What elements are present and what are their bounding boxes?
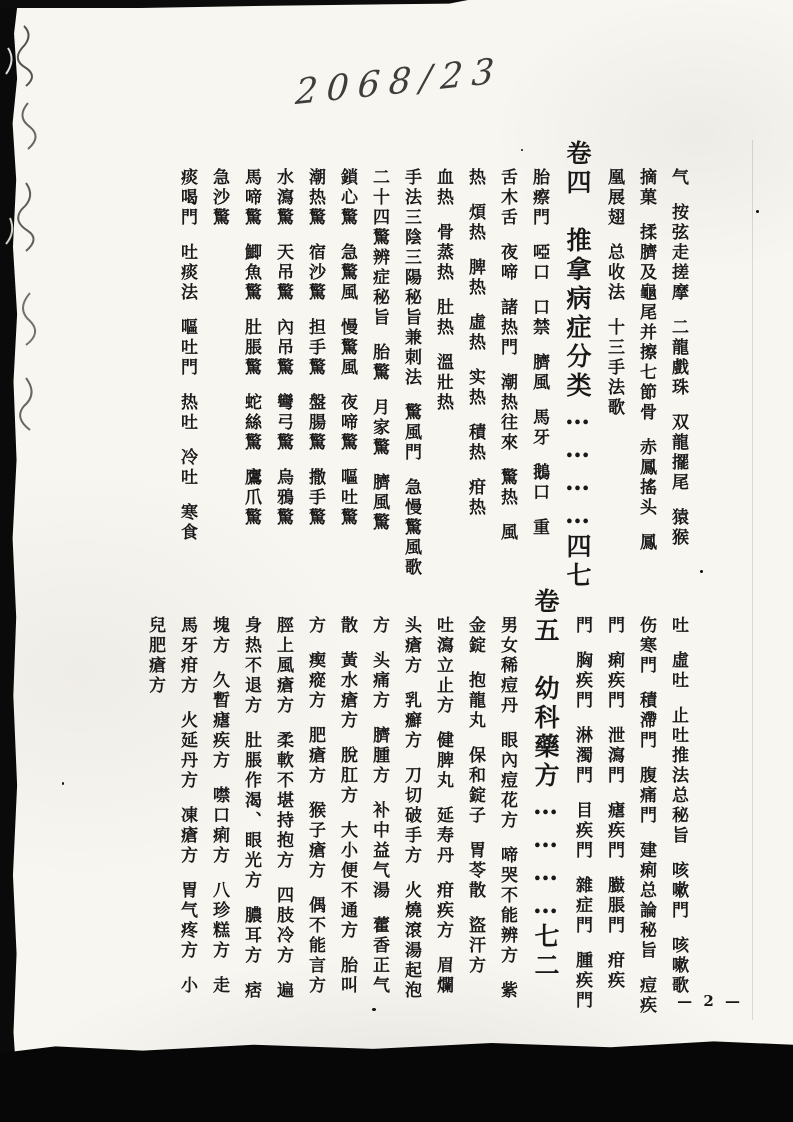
- toc-entry: 保和錠子: [465, 746, 485, 826]
- toc-entry: 疳热: [465, 478, 485, 518]
- toc-entry: 夜啼: [497, 243, 517, 283]
- toc-entry: 身热不退方: [241, 616, 261, 716]
- toc-entry: 伤寒門: [636, 616, 656, 676]
- toc-entry: 肚脹驚: [241, 318, 261, 378]
- toc-entry: 乳癬方: [401, 691, 421, 751]
- toc-entry: 肚脹作渴、眼光方: [241, 731, 261, 891]
- toc-entry: 痘疾: [636, 976, 656, 1016]
- toc-entry: 大小便不通方: [337, 821, 357, 941]
- toc-entry: 啼哭不能辨方: [497, 846, 517, 966]
- toc-entry: 鷹爪驚: [241, 468, 261, 528]
- toc-entry: 建痢总論秘旨: [636, 841, 656, 961]
- toc-entry: 抱龍丸: [465, 671, 485, 731]
- toc-entry: 瘈瘲方: [305, 651, 325, 711]
- volume-title: 卷四 推拿病症分类…………四七: [563, 140, 592, 591]
- toc-entry: 痢疾門: [604, 651, 624, 711]
- toc-entry: 遍: [273, 981, 293, 1001]
- toc-entry: 彎弓驚: [273, 393, 293, 453]
- toc-column: [146, 616, 163, 1014]
- toc-column: [605, 616, 622, 1014]
- toc-column: [466, 616, 483, 1014]
- toc-entry: 紫: [497, 981, 517, 1001]
- toc-entry: 嘔吐驚: [337, 468, 357, 528]
- toc-entry: 止吐推法总秘旨: [668, 706, 688, 846]
- toc-entry: 淋濁門: [572, 726, 592, 786]
- toc-entry: 吐: [668, 616, 688, 636]
- toc-entry: 偶不能言方: [305, 896, 325, 996]
- ink-speck: [756, 210, 759, 213]
- page-fold-line: [752, 140, 753, 1020]
- toc-entry: 十三手法歌: [604, 318, 624, 418]
- toc-column: [370, 168, 387, 562]
- toc-entry: 胸疾門: [572, 651, 592, 711]
- toc-entry: 方: [305, 616, 325, 636]
- toc-entry: 門: [572, 616, 592, 636]
- toc-column: [178, 616, 195, 1014]
- toc-entry: 补中益气湯: [369, 801, 389, 901]
- toc-entry: 泄瀉門: [604, 726, 624, 786]
- toc-entry: 急驚風: [337, 243, 357, 303]
- toc-entry: 实热: [465, 368, 485, 408]
- toc-entry: 盜汗方: [465, 916, 485, 976]
- volume-title: 卷五 幼科藥方…………七二: [531, 588, 560, 981]
- toc-entry: 眼內痘花方: [497, 731, 517, 831]
- toc-entry: 走: [209, 976, 229, 996]
- toc-entry: 男女稀痘丹: [497, 616, 517, 716]
- toc-column: [434, 168, 451, 562]
- toc-entry: 凍瘡方: [177, 806, 197, 866]
- toc-entry: 慢驚風: [337, 318, 357, 378]
- toc-entry: 急沙驚: [209, 168, 229, 228]
- toc-entry: 揉臍及龜尾并擦七節骨: [636, 223, 656, 423]
- toc-entry: 虛热: [465, 313, 485, 353]
- toc-entry: 夜啼驚: [337, 393, 357, 453]
- toc-entry: 痰喝門: [177, 168, 197, 228]
- toc-entry: 嘔吐門: [177, 318, 197, 378]
- toc-entry: 气: [668, 168, 688, 188]
- toc-entry: 脫肛方: [337, 746, 357, 806]
- toc-column: [210, 616, 227, 1014]
- toc-entry: 胃苓散: [465, 841, 485, 901]
- toc-entry: 宿沙驚: [305, 243, 325, 303]
- ink-speck: [62, 782, 64, 785]
- toc-column: [306, 616, 323, 1014]
- toc-entry: 黃水瘡方: [337, 651, 357, 731]
- toc-entry: 舌木舌: [497, 168, 517, 228]
- toc-entry: 膿耳方: [241, 906, 261, 966]
- toc-entry: 凰展翅: [604, 168, 624, 228]
- toc-column: [402, 616, 419, 1014]
- toc-entry: 目疾門: [572, 801, 592, 861]
- toc-column: [669, 616, 686, 1014]
- toc-column: [498, 616, 515, 1014]
- toc-entry: 柔軟不堪持抱方: [273, 731, 293, 871]
- toc-entry: 二十四驚辨症秘旨: [369, 168, 389, 328]
- page-number: — 2 —: [677, 992, 743, 1010]
- toc-entry: 咳嗽歌: [668, 936, 688, 996]
- toc-entry: 头痛方: [369, 651, 389, 711]
- toc-column: [338, 616, 355, 1014]
- toc-column: [434, 616, 451, 1014]
- handwritten-annotation: 2068/23: [294, 50, 505, 114]
- toc-entry: 眉爛: [433, 956, 453, 996]
- toc-entry: 健脾丸: [433, 731, 453, 791]
- toc-entry: 塊方: [209, 616, 229, 656]
- toc-column: [573, 616, 590, 1014]
- toc-entry: 火延丹方: [177, 711, 197, 791]
- toc-entry: 疳疾方: [433, 881, 453, 941]
- toc-entry: 馬啼驚: [241, 168, 261, 228]
- toc-entry: 瘧疾門: [604, 801, 624, 861]
- volume5-contents-register: [131, 588, 688, 1016]
- toc-entry: 潮热往來: [497, 373, 517, 453]
- toc-column: [178, 168, 195, 562]
- toc-entry: 久暫瘧疾方: [209, 671, 229, 771]
- toc-entry: 兒肥瘡方: [145, 616, 165, 696]
- toc-entry: 冷吐: [177, 448, 197, 488]
- toc-column: [242, 168, 259, 562]
- toc-entry: 方: [369, 616, 389, 636]
- toc-entry: 溫壯热: [433, 353, 453, 413]
- toc-entry: 胎驚: [369, 343, 389, 383]
- toc-entry: 臌脹門: [604, 876, 624, 936]
- toc-entry: 烏鴉驚: [273, 468, 293, 528]
- toc-entry: 热吐: [177, 393, 197, 433]
- toc-entry: 馬牙: [529, 408, 549, 448]
- toc-entry: 天吊驚: [273, 243, 293, 303]
- toc-column: [306, 168, 323, 562]
- toc-entry: 門: [604, 616, 624, 636]
- toc-entry: 刀切破手方: [401, 766, 421, 866]
- toc-entry: 赤鳳搖头: [636, 438, 656, 518]
- toc-entry: 積热: [465, 423, 485, 463]
- toc-entry: 热: [465, 168, 485, 188]
- toc-entry: 猿猴: [668, 508, 688, 548]
- toc-entry: 潮热驚: [305, 168, 325, 228]
- toc-entry: 撒手驚: [305, 468, 325, 528]
- toc-entry: 摘菓: [636, 168, 656, 208]
- toc-column: [498, 168, 515, 562]
- toc-column: [274, 616, 291, 1014]
- scan-edge-top-artifact: [0, 0, 468, 8]
- toc-entry: 風: [497, 523, 517, 543]
- ink-speck: [372, 1008, 376, 1011]
- toc-entry: 脛上風瘡方: [273, 616, 293, 716]
- toc-entry: 驚風門: [401, 403, 421, 463]
- toc-entry: 疳疾: [604, 951, 624, 991]
- toc-entry: 猴子瘡方: [305, 801, 325, 881]
- toc-entry: 鯽魚驚: [241, 243, 261, 303]
- toc-entry: 腫疾門: [572, 951, 592, 1011]
- toc-entry: 腹痛門: [636, 766, 656, 826]
- toc-entry: 臍風: [529, 353, 549, 393]
- toc-entry: 水瀉驚: [273, 168, 293, 228]
- toc-entry: 積滯門: [636, 691, 656, 751]
- toc-entry: 虛吐: [668, 651, 688, 691]
- toc-entry: 痞: [241, 981, 261, 1001]
- toc-entry: 脾热: [465, 258, 485, 298]
- toc-entry: 小: [177, 976, 197, 996]
- toc-entry: 担手驚: [305, 318, 325, 378]
- toc-entry: 吐瀉立止方: [433, 616, 453, 716]
- scan-edge-bottom-artifact: [0, 1038, 793, 1122]
- toc-entry: 盤腸驚: [305, 393, 325, 453]
- toc-entry: 胃气疼方: [177, 881, 197, 961]
- toc-entry: 肚热: [433, 298, 453, 338]
- toc-entry: 口禁: [529, 298, 549, 338]
- toc-entry: 总收法: [604, 243, 624, 303]
- toc-column: [274, 168, 291, 562]
- toc-entry: 鎖心驚: [337, 168, 357, 228]
- toc-entry: 胎瘵門: [529, 168, 549, 228]
- toc-entry: 咳嗽門: [668, 861, 688, 921]
- toc-column: [637, 616, 654, 1014]
- toc-entry: 鵝口: [529, 463, 549, 503]
- toc-entry: 手法三陰三陽秘旨兼刺法: [401, 168, 421, 388]
- toc-entry: 血热: [433, 168, 453, 208]
- ink-speck: [521, 149, 523, 151]
- volume-title-column: [563, 140, 592, 591]
- toc-entry: 雜症門: [572, 876, 592, 936]
- toc-entry: 月家驚: [369, 398, 389, 458]
- toc-entry: 藿香正气: [369, 916, 389, 996]
- toc-entry: 吐痰法: [177, 243, 197, 303]
- toc-entry: 煩热: [465, 203, 485, 243]
- toc-entry: 臍腫方: [369, 726, 389, 786]
- toc-entry: 急慢驚風歌: [401, 478, 421, 578]
- toc-entry: 八珍糕方: [209, 881, 229, 961]
- toc-entry: 四肢冷方: [273, 886, 293, 966]
- toc-entry: 火燒滾湯起泡: [401, 881, 421, 1001]
- toc-entry: 双龍擺尾: [668, 413, 688, 493]
- margin-pen-scribbles: [2, 8, 52, 448]
- toc-entry: 噤口痢方: [209, 786, 229, 866]
- toc-column: [605, 168, 622, 562]
- toc-entry: 馬牙疳方: [177, 616, 197, 696]
- toc-entry: 驚热: [497, 468, 517, 508]
- toc-entry: 骨蒸热: [433, 223, 453, 283]
- toc-entry: 臍風驚: [369, 473, 389, 533]
- toc-column: [401, 168, 421, 578]
- toc-column: [338, 168, 355, 562]
- ink-speck: [700, 570, 703, 573]
- toc-entry: 內吊驚: [273, 318, 293, 378]
- toc-entry: 头瘡方: [401, 616, 421, 676]
- toc-entry: 二龍戲珠: [668, 318, 688, 398]
- toc-column: [242, 616, 259, 1014]
- toc-column: [370, 616, 387, 1014]
- toc-column: [210, 168, 227, 562]
- toc-entry: 啞口: [529, 243, 549, 283]
- toc-column: [669, 168, 686, 562]
- toc-entry: 重: [529, 518, 549, 538]
- volume4-contents-register: [163, 140, 688, 591]
- toc-entry: 諸热門: [497, 298, 517, 358]
- volume-title-column: [533, 588, 558, 986]
- toc-entry: 胎叫: [337, 956, 357, 996]
- toc-entry: 蛇絲驚: [241, 393, 261, 453]
- toc-entry: 按弦走搓摩: [668, 203, 688, 303]
- toc-column: [530, 168, 547, 562]
- toc-entry: 延寿丹: [433, 806, 453, 866]
- toc-entry: 肥瘡方: [305, 726, 325, 786]
- toc-column: [466, 168, 483, 562]
- toc-entry: 寒食: [177, 503, 197, 543]
- toc-entry: 散: [337, 616, 357, 636]
- toc-column: [637, 168, 654, 562]
- toc-entry: 鳳: [636, 533, 656, 553]
- toc-entry: 金錠: [465, 616, 485, 656]
